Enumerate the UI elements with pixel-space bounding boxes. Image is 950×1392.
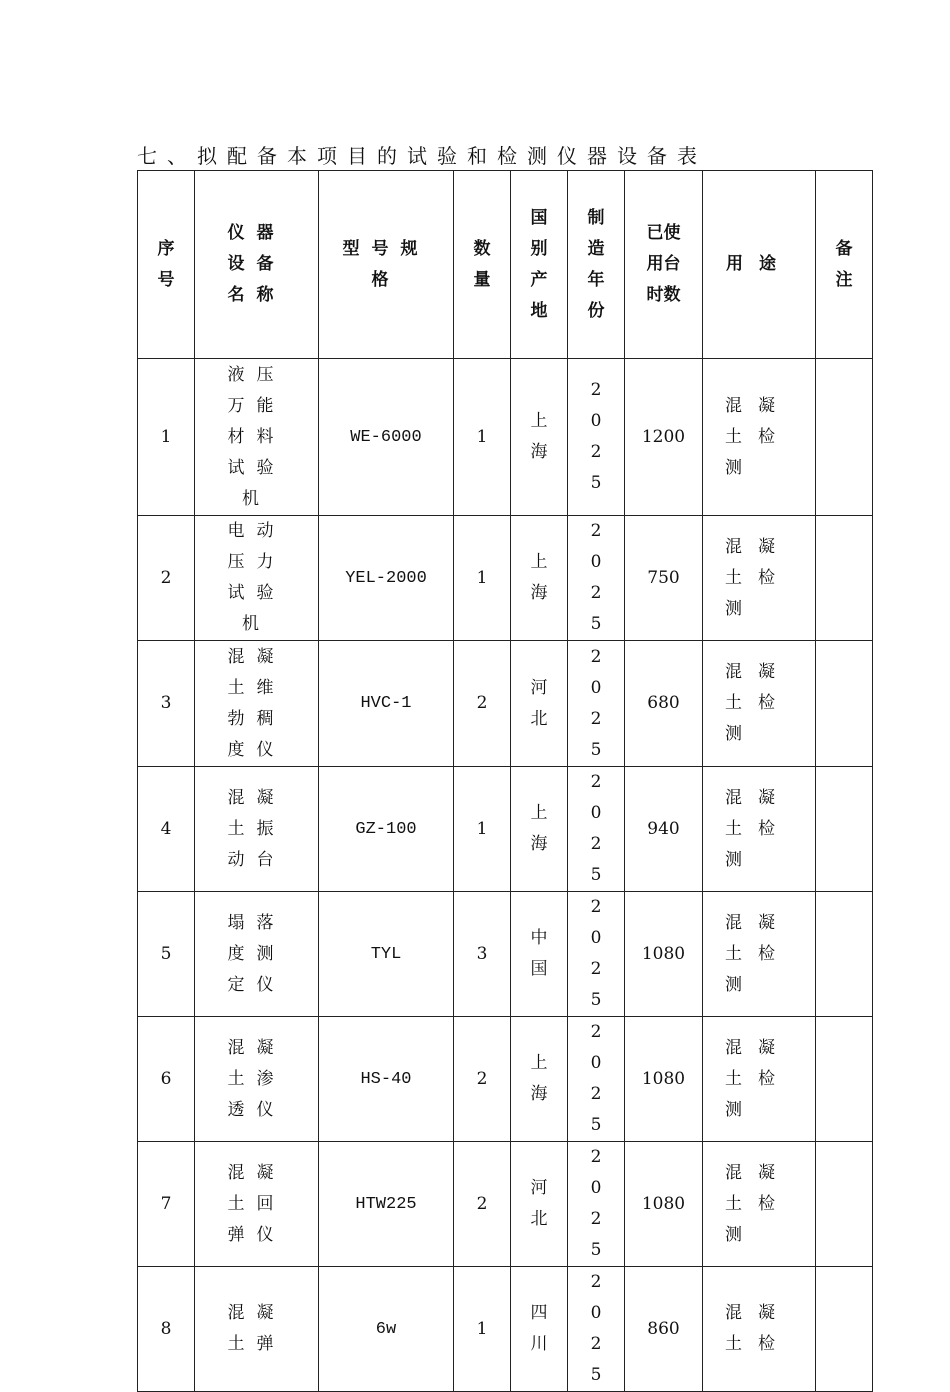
- cell-seq: 1: [138, 359, 195, 516]
- cell-year: 2025: [568, 641, 625, 767]
- cell-remark: [816, 1267, 873, 1392]
- cell-remark: [816, 767, 873, 892]
- cell-hours: 860: [625, 1267, 703, 1392]
- cell-qty: 2: [454, 1017, 511, 1142]
- cell-model: HVC-1: [319, 641, 454, 767]
- cell-seq: 7: [138, 1142, 195, 1267]
- cell-seq: 5: [138, 892, 195, 1017]
- cell-origin: 上海: [511, 767, 568, 892]
- equipment-table: [137, 170, 873, 1392]
- cell-year: 2025: [568, 359, 625, 516]
- header-hours: 已使用台时数: [625, 171, 703, 359]
- cell-year: 2025: [568, 516, 625, 641]
- header-year: 制造年份: [568, 171, 625, 359]
- cell-use: 混凝土检: [703, 1267, 816, 1392]
- table-row: [138, 1267, 873, 1392]
- cell-name: 混凝土弹: [195, 1267, 319, 1392]
- cell-name: 混凝土维勃稠度仪: [195, 641, 319, 767]
- cell-qty: 1: [454, 767, 511, 892]
- header-use: 用途: [703, 171, 816, 359]
- table-row: [138, 1017, 873, 1142]
- table-row: [138, 516, 873, 641]
- cell-name: 混凝土回弹仪: [195, 1142, 319, 1267]
- cell-origin: 河北: [511, 1142, 568, 1267]
- cell-name: 塌落度测定仪: [195, 892, 319, 1017]
- cell-seq: 4: [138, 767, 195, 892]
- cell-seq: 3: [138, 641, 195, 767]
- cell-qty: 3: [454, 892, 511, 1017]
- cell-qty: 1: [454, 516, 511, 641]
- page-title: 七、拟配备本项目的试验和检测仪器设备表: [137, 144, 707, 168]
- cell-model: GZ-100: [319, 767, 454, 892]
- cell-origin: 上海: [511, 1017, 568, 1142]
- table-row: [138, 767, 873, 892]
- cell-use: 混凝土检测: [703, 767, 816, 892]
- cell-origin: 上海: [511, 516, 568, 641]
- cell-name: 液压万能材料试验机: [195, 359, 319, 516]
- cell-use: 混凝土检测: [703, 1017, 816, 1142]
- cell-remark: [816, 359, 873, 516]
- cell-seq: 6: [138, 1017, 195, 1142]
- cell-hours: 1200: [625, 359, 703, 516]
- header-qty: 数量: [454, 171, 511, 359]
- cell-model: 6w: [319, 1267, 454, 1392]
- cell-remark: [816, 1142, 873, 1267]
- cell-year: 2025: [568, 767, 625, 892]
- cell-origin: 上海: [511, 359, 568, 516]
- table-row: [138, 359, 873, 516]
- cell-hours: 750: [625, 516, 703, 641]
- cell-year: 2025: [568, 892, 625, 1017]
- cell-name: 混凝土渗透仪: [195, 1017, 319, 1142]
- cell-origin: 河北: [511, 641, 568, 767]
- cell-use: 混凝土检测: [703, 1142, 816, 1267]
- table-row: [138, 1142, 873, 1267]
- cell-name: 电动压力试验机: [195, 516, 319, 641]
- cell-year: 2025: [568, 1267, 625, 1392]
- cell-model: HTW225: [319, 1142, 454, 1267]
- cell-year: 2025: [568, 1142, 625, 1267]
- header-model: 型号规格: [319, 171, 454, 359]
- cell-hours: 1080: [625, 1017, 703, 1142]
- table-row: [138, 641, 873, 767]
- cell-model: WE-6000: [319, 359, 454, 516]
- cell-qty: 2: [454, 641, 511, 767]
- cell-qty: 2: [454, 1142, 511, 1267]
- cell-hours: 680: [625, 641, 703, 767]
- cell-origin: 中国: [511, 892, 568, 1017]
- cell-remark: [816, 641, 873, 767]
- header-seq: 序号: [138, 171, 195, 359]
- cell-use: 混凝土检测: [703, 892, 816, 1017]
- cell-remark: [816, 892, 873, 1017]
- header-row: [138, 171, 873, 359]
- cell-qty: 1: [454, 359, 511, 516]
- cell-model: TYL: [319, 892, 454, 1017]
- header-remark: 备注: [816, 171, 873, 359]
- header-name: 仪器设备名称: [195, 171, 319, 359]
- cell-model: YEL-2000: [319, 516, 454, 641]
- cell-seq: 2: [138, 516, 195, 641]
- cell-remark: [816, 516, 873, 641]
- cell-name: 混凝土振动台: [195, 767, 319, 892]
- cell-seq: 8: [138, 1267, 195, 1392]
- cell-model: HS-40: [319, 1017, 454, 1142]
- cell-origin: 四川: [511, 1267, 568, 1392]
- table-row: [138, 892, 873, 1017]
- cell-hours: 940: [625, 767, 703, 892]
- cell-use: 混凝土检测: [703, 359, 816, 516]
- cell-remark: [816, 1017, 873, 1142]
- cell-use: 混凝土检测: [703, 516, 816, 641]
- cell-year: 2025: [568, 1017, 625, 1142]
- cell-hours: 1080: [625, 892, 703, 1017]
- header-origin: 国别产地: [511, 171, 568, 359]
- cell-hours: 1080: [625, 1142, 703, 1267]
- cell-qty: 1: [454, 1267, 511, 1392]
- cell-use: 混凝土检测: [703, 641, 816, 767]
